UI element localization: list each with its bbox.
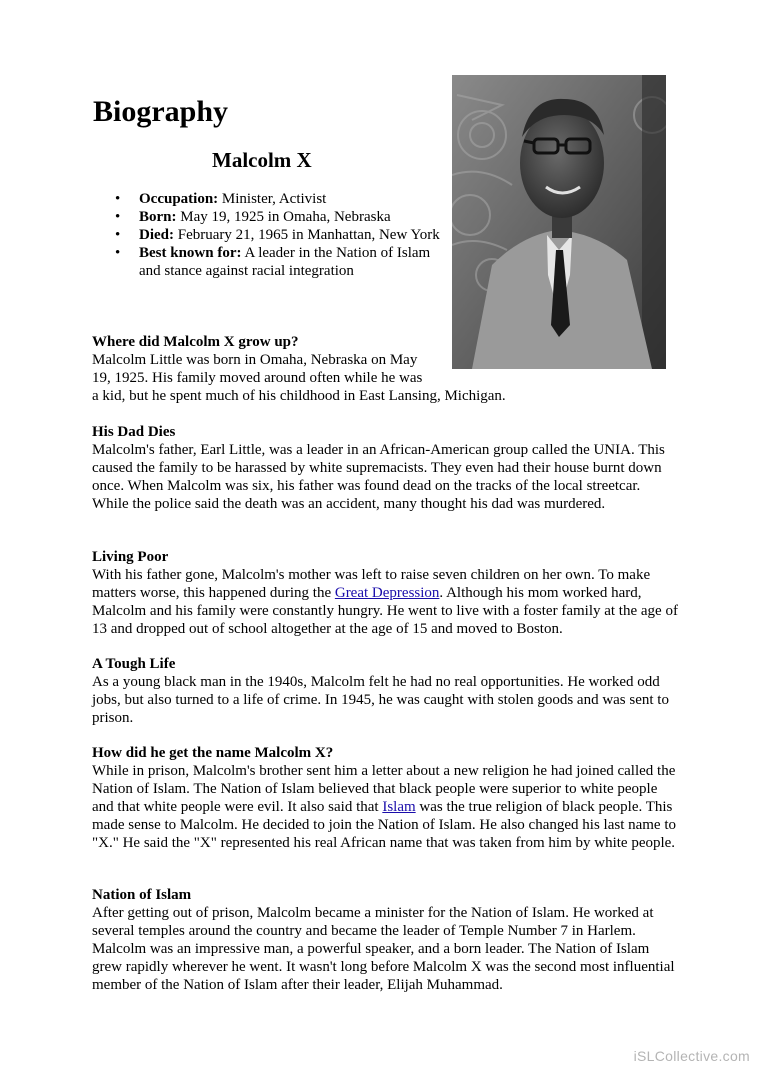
section-heading: A Tough Life bbox=[92, 656, 176, 672]
section-text: After getting out of prison, Malcolm became a minister for the Nation of Islam. He worked at several temples around the country and became the leader of Temple Number 7 in Harlem. Malcolm was an impressive man, a powerful speaker, and a born leader. The Nation of Islam grew rapidly wherever he went. It wasn't long before Malcolm X was the second most influential member of the Nation of Islam after their leader, Elijah Muhammad. bbox=[92, 905, 675, 993]
page-title: Biography bbox=[93, 95, 229, 128]
bullet-icon: • bbox=[115, 191, 121, 207]
section-tough-life bbox=[92, 655, 678, 727]
section-text: While in prison, Malcolm's brother sent him a letter about a new religion he had joined called the Nation of Islam. The Nation of Islam believed that black people were superior to white people and that white people were evil. It also said that Islam was the true religion of black people. This made sense to Malcolm. He decided to join the Nation of Islam. He also changed his last name to "X." He said the "X" represented his real African name that was taken from him by white people. bbox=[92, 763, 677, 851]
great-depression-link[interactable]: Great Depression bbox=[334, 585, 440, 601]
islam-link[interactable]: Islam bbox=[382, 799, 416, 815]
bullet-icon: • bbox=[115, 209, 121, 225]
section-nation-of-islam bbox=[92, 886, 678, 994]
fact-died bbox=[115, 226, 449, 244]
fact-value: May 19, 1925 in Omaha, Nebraska bbox=[176, 209, 391, 225]
fact-value: February 21, 1965 in Manhattan, New York bbox=[174, 227, 440, 243]
watermark: iSLCollective.com bbox=[633, 1048, 750, 1064]
portrait-photo bbox=[452, 75, 666, 369]
section-heading: His Dad Dies bbox=[92, 424, 176, 440]
section-name-x bbox=[92, 744, 678, 852]
section-heading: How did he get the name Malcolm X? bbox=[92, 745, 334, 761]
fact-label: Died: bbox=[139, 227, 174, 243]
fact-value: A leader in the Nation of Islam and stance against racial integration bbox=[139, 245, 431, 279]
section-dad-dies bbox=[92, 423, 678, 513]
bullet-icon: • bbox=[115, 245, 121, 261]
fact-value: Minister, Activist bbox=[218, 191, 327, 207]
fact-occupation bbox=[115, 190, 449, 208]
section-heading: Living Poor bbox=[92, 549, 169, 565]
section-text: Malcolm Little was born in Omaha, Nebraska on May 19, 1925. His family moved around often while he was a kid, but he spent much of his childhood in East Lansing, Michigan. bbox=[92, 352, 506, 404]
section-living-poor bbox=[92, 548, 678, 638]
section-text: With his father gone, Malcolm's mother was left to raise seven children on her own. To make matters worse, this happened during the Great Depression. Although his mom worked hard, Malcolm and his family were constantly hungry. He went to live with a foster family at the age of 13 and dropped out of school altogether at the age of 15 and moved to Boston. bbox=[92, 567, 678, 637]
fact-born bbox=[115, 208, 449, 226]
section-heading: Where did Malcolm X grow up? bbox=[92, 334, 299, 350]
fact-label: Born: bbox=[139, 209, 177, 225]
fact-best-known-for bbox=[115, 244, 449, 280]
subject-name: Malcolm X bbox=[212, 148, 312, 172]
section-text: As a young black man in the 1940s, Malcolm felt he had no real opportunities. He worked odd jobs, but also turned to a life of crime. In 1945, he was caught with stolen goods and was sent to prison. bbox=[92, 674, 669, 726]
facts-list bbox=[115, 190, 449, 280]
fact-label: Best known for: bbox=[139, 245, 242, 261]
section-heading: Nation of Islam bbox=[92, 887, 192, 903]
bullet-icon: • bbox=[115, 227, 121, 243]
fact-label: Occupation: bbox=[139, 191, 219, 207]
section-text: Malcolm's father, Earl Little, was a leader in an African-American group called the UNIA. This caused the family to be harassed by white supremacists. They even had their house burnt down once. When Malcolm was six, his father was found dead on the tracks of the local streetcar. While the police said the death was an accident, many thought his dad was murdered. bbox=[92, 442, 665, 512]
section-grow-up bbox=[92, 333, 678, 405]
